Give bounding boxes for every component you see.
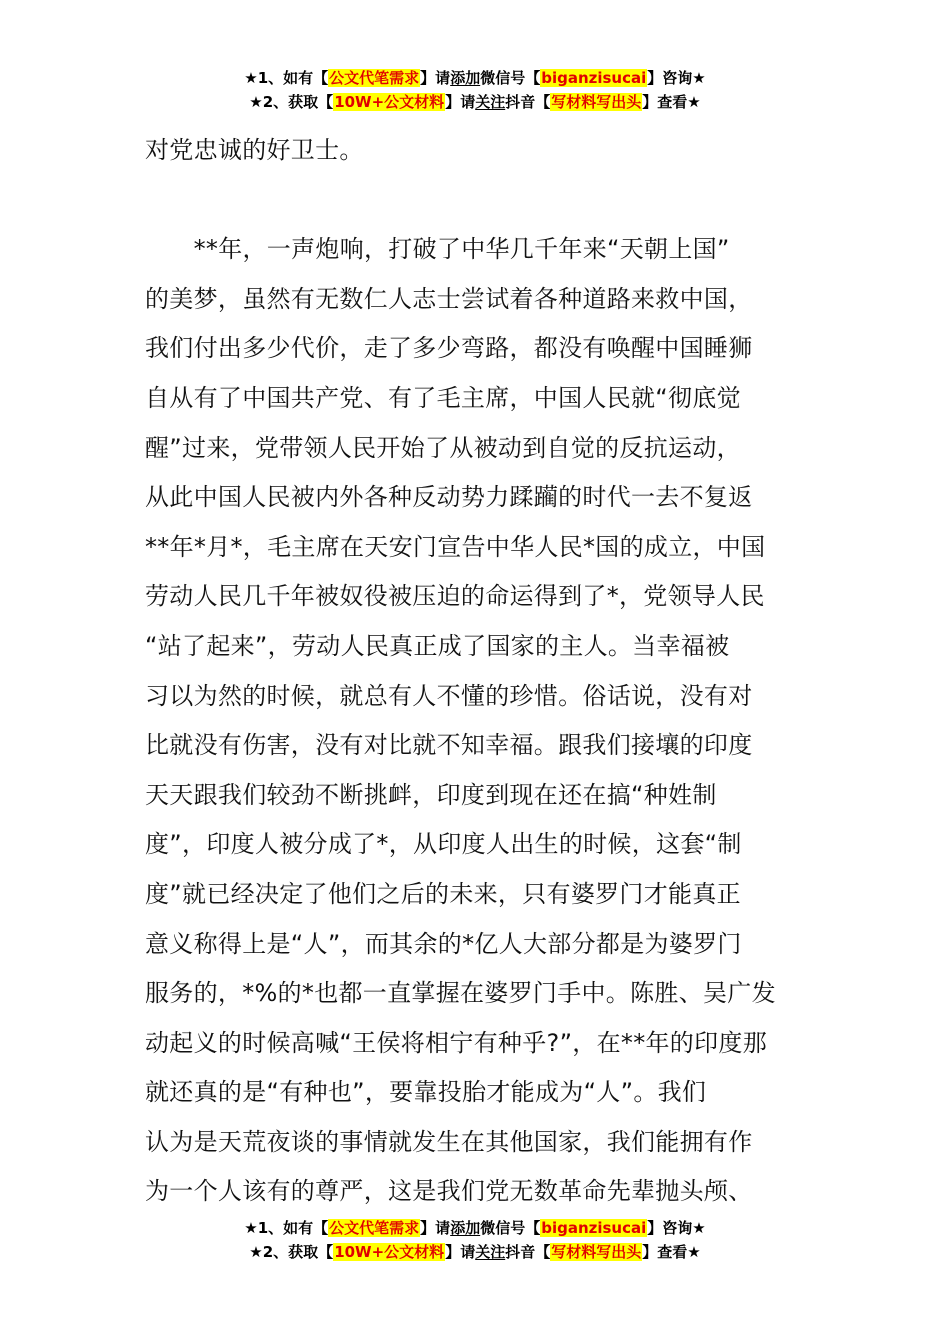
body-line: 自从有了中国共产党、有了毛主席，中国人民就“彻底觉 (145, 383, 741, 412)
footer-banner-line-1 (0, 1216, 950, 1240)
banner-line-2-suffix: 】查看★ (642, 93, 701, 111)
footer-line-2-middle-a: 】请 (445, 1243, 476, 1261)
banner-highlight-writing-service: 公文代笔需求 (329, 69, 420, 87)
footer-highlight-douyin-account: 写材料写出头 (551, 1243, 642, 1261)
body-line: 醒”过来，党带领人民开始了从被动到自觉的反抗运动， (145, 433, 741, 462)
body-line: 就还真的是“有种也”，要靠投胎才能成为“人”。我们 (145, 1078, 707, 1107)
footer-line-1-middle-a: 】请 (420, 1219, 451, 1237)
body-line: 从此中国人民被内外各种反动势力蹂躏的时代一去不复返 (145, 483, 753, 512)
footer-banner-line-2 (0, 1240, 950, 1264)
footer-line-2-prefix: ★2、获取【 (249, 1243, 334, 1261)
body-line: 对党忠诚的好卫士。 (145, 136, 364, 164)
body-line: 天天跟我们较劲不断挑衅，印度到现在还在搞“种姓制 (145, 780, 717, 809)
footer-banner (0, 1216, 950, 1264)
footer-highlight-writing-service: 公文代笔需求 (329, 1219, 420, 1237)
body-line: 认为是天荒夜谈的事情就发生在其他国家，我们能拥有作 (145, 1127, 753, 1156)
body-line: 劳动人民几千年被奴役被压迫的命运得到了*，党领导人民 (145, 582, 765, 611)
banner-line-1-middle-a: 】请 (420, 69, 451, 87)
paragraph-gap (145, 176, 810, 226)
body-line: 为一个人该有的尊严，这是我们党无数革命先辈抛头颅、 (145, 1177, 753, 1206)
document-body (145, 126, 810, 1217)
footer-underlined-follow: 关注 (475, 1243, 506, 1261)
banner-highlight-wechat-id: biganzisucai (541, 69, 647, 87)
body-line: 度”，印度人被分成了*，从印度人出生的时候，这套“制 (145, 830, 742, 859)
body-line: **年*月*，毛主席在天安门宣告中华人民*国的成立，中国 (145, 532, 766, 561)
banner-line-2-middle-a: 】请 (445, 93, 476, 111)
body-line: 度”就已经决定了他们之后的未来，只有婆罗门才能真正 (145, 879, 741, 908)
footer-underlined-add: 添加 (450, 1219, 481, 1237)
banner-highlight-materials: 10W+公文材料 (334, 93, 445, 111)
body-line: 习以为然的时候，就总有人不懂的珍惜。俗话说，没有对 (145, 681, 753, 710)
body-line: 动起义的时候高喊“王侯将相宁有种乎?”，在**年的印度那 (145, 1028, 768, 1057)
body-line: 比就没有伤害，没有对比就不知幸福。跟我们接壤的印度 (145, 731, 753, 760)
banner-underlined-follow: 关注 (475, 93, 506, 111)
footer-highlight-materials: 10W+公文材料 (334, 1243, 445, 1261)
body-line: **年，一声炮响，打破了中华几千年来“天朝上国” (145, 235, 730, 264)
footer-line-1-suffix: 】咨询★ (647, 1219, 706, 1237)
footer-line-2-middle-b: 抖音【 (505, 1243, 551, 1261)
banner-line-2-prefix: ★2、获取【 (249, 93, 334, 111)
footer-line-1-prefix: ★1、如有【 (244, 1219, 329, 1237)
body-line: 服务的，*%的*也都一直掌握在婆罗门手中。陈胜、吴广发 (145, 979, 776, 1008)
banner-line-1-suffix: 】咨询★ (647, 69, 706, 87)
body-line: 我们付出多少代价，走了多少弯路，都没有唤醒中国睡狮 (145, 334, 753, 363)
banner-line-1 (0, 66, 950, 90)
body-line: “站了起来”，劳动人民真正成了国家的主人。当幸福被 (145, 631, 730, 660)
banner-line-2 (0, 90, 950, 114)
header-banner (0, 66, 950, 114)
footer-line-2-suffix: 】查看★ (642, 1243, 701, 1261)
banner-highlight-douyin-account: 写材料写出头 (551, 93, 642, 111)
banner-line-1-middle-b: 微信号【 (480, 69, 541, 87)
footer-highlight-wechat-id: biganzisucai (541, 1219, 647, 1237)
banner-line-2-middle-b: 抖音【 (505, 93, 551, 111)
body-line: 的美梦，虽然有无数仁人志士尝试着各种道路来救中国， (145, 284, 753, 313)
banner-line-1-prefix: ★1、如有【 (244, 69, 329, 87)
banner-underlined-add: 添加 (450, 69, 481, 87)
body-line: 意义称得上是“人”，而其余的*亿人大部分都是为婆罗门 (145, 929, 742, 958)
footer-line-1-middle-b: 微信号【 (480, 1219, 541, 1237)
